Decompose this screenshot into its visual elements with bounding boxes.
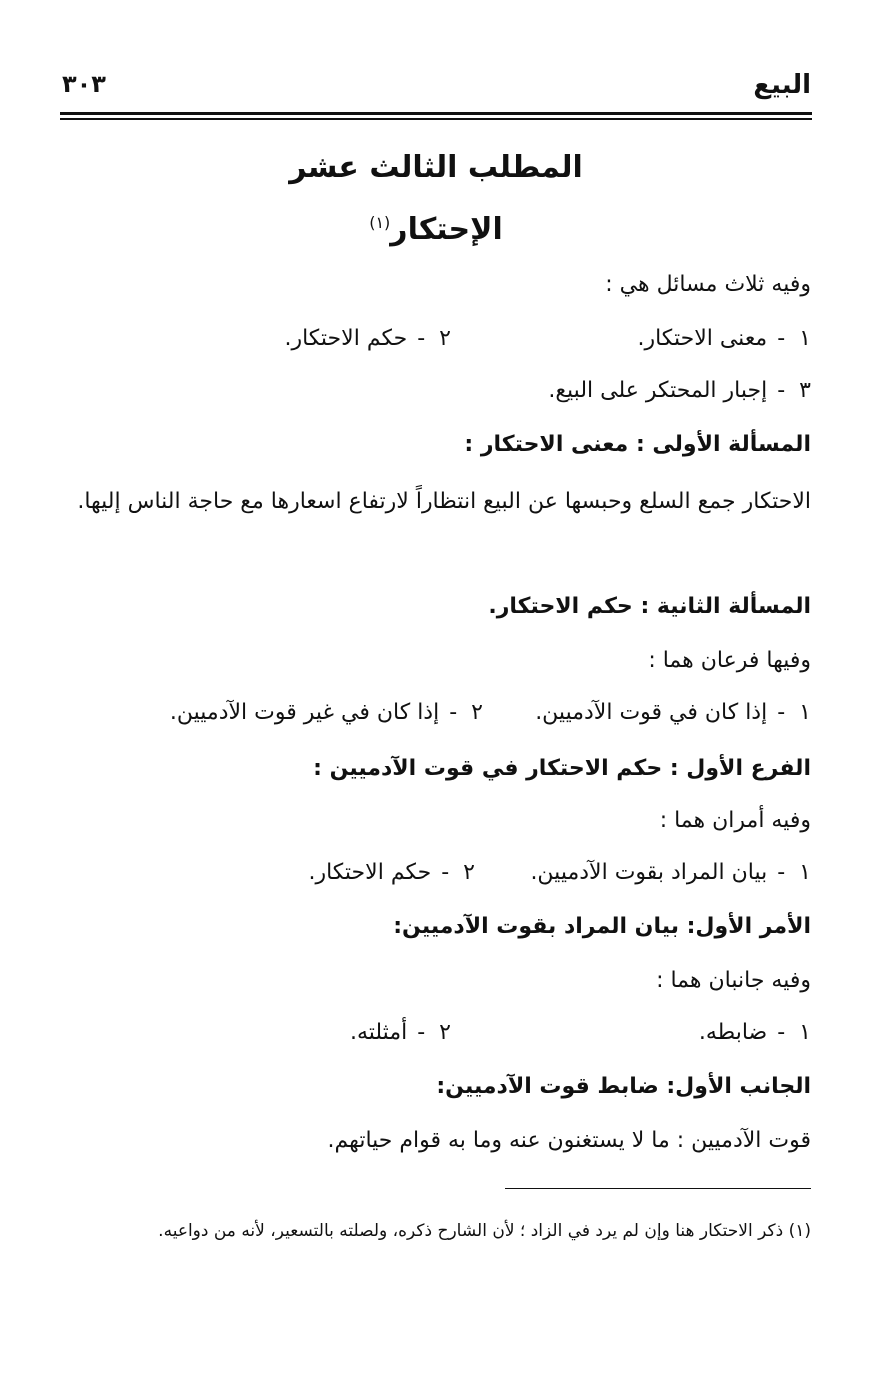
section-title: المطلب الثالث عشر bbox=[289, 150, 583, 185]
item-text: ضابطه. bbox=[698, 1020, 768, 1045]
issue-heading: المسألة الأولى : معنى الاحتكار : bbox=[464, 432, 811, 457]
item-number: ٢ bbox=[471, 700, 483, 725]
item-text: معنى الاحتكار. bbox=[637, 326, 768, 351]
section-subtitle-text: الإحتكار bbox=[390, 212, 503, 247]
list-item: ٢-حكم الاحتكار. bbox=[284, 326, 451, 351]
matter-heading: الأمر الأول: بيان المراد بقوت الآدميين: bbox=[393, 914, 811, 939]
issue-intro: وفيها فرعان هما : bbox=[648, 648, 811, 673]
item-number: ١ bbox=[799, 326, 811, 351]
list-item: ٢-حكم الاحتكار. bbox=[308, 860, 475, 885]
section-subtitle bbox=[60, 212, 812, 247]
item-number: ٢ bbox=[439, 1020, 451, 1045]
list-item: ١-بيان المراد بقوت الآدميين. bbox=[530, 860, 811, 885]
item-text: إذا كان في قوت الآدميين. bbox=[535, 700, 768, 725]
matter-intro: وفيه جانبان هما : bbox=[656, 968, 811, 993]
list-item: ١-إذا كان في قوت الآدميين. bbox=[535, 700, 811, 725]
item-text: حكم الاحتكار. bbox=[284, 326, 408, 351]
list-item: ١-معنى الاحتكار. bbox=[637, 326, 811, 351]
item-number: ١ bbox=[799, 1020, 811, 1045]
item-number: ٢ bbox=[439, 326, 451, 351]
issue-heading: المسألة الثانية : حكم الاحتكار. bbox=[488, 594, 811, 619]
issue-paragraph: الاحتكار جمع السلع وحبسها عن البيع انتظاراً لارتفاع اسعارها مع حاجة الناس إليها. bbox=[77, 489, 811, 514]
footnote-reference: (١) bbox=[369, 213, 391, 232]
footnote-separator bbox=[505, 1188, 811, 1189]
list-item: ٢-أمثلته. bbox=[349, 1020, 451, 1045]
item-text: أمثلته. bbox=[349, 1020, 408, 1045]
list-item: ٢-إذا كان في غير قوت الآدميين. bbox=[169, 700, 483, 725]
list-item: ١-ضابطه. bbox=[698, 1020, 811, 1045]
intro-text: وفيه ثلاث مسائل هي : bbox=[605, 272, 811, 297]
item-number: ٣ bbox=[799, 378, 811, 403]
item-number: ١ bbox=[799, 860, 811, 885]
item-text: بيان المراد بقوت الآدميين. bbox=[530, 860, 768, 885]
page-number: ٣٠٣ bbox=[62, 70, 106, 98]
branch-intro: وفيه أمران هما : bbox=[659, 808, 811, 833]
branch-heading: الفرع الأول : حكم الاحتكار في قوت الآدميين : bbox=[313, 756, 811, 781]
side-heading: الجانب الأول: ضابط قوت الآدميين: bbox=[436, 1074, 811, 1099]
running-header-title: البيع bbox=[753, 70, 811, 100]
item-number: ٢ bbox=[463, 860, 475, 885]
item-text: إذا كان في غير قوت الآدميين. bbox=[169, 700, 440, 725]
item-text: إجبار المحتكر على البيع. bbox=[548, 378, 768, 403]
header-rule-thin bbox=[60, 118, 812, 120]
side-text: قوت الآدميين : ما لا يستغنون عنه وما به قوام حياتهم. bbox=[327, 1128, 811, 1153]
item-text: حكم الاحتكار. bbox=[308, 860, 432, 885]
list-item: ٣-إجبار المحتكر على البيع. bbox=[548, 378, 811, 403]
item-number: ١ bbox=[799, 700, 811, 725]
footnote: (١) ذكر الاحتكار هنا وإن لم يرد في الزاد ؛ لأن الشارح ذكره، ولصلته بالتسعير، لأنه من دواعيه. bbox=[158, 1221, 811, 1241]
header-rule-thick bbox=[60, 112, 812, 115]
